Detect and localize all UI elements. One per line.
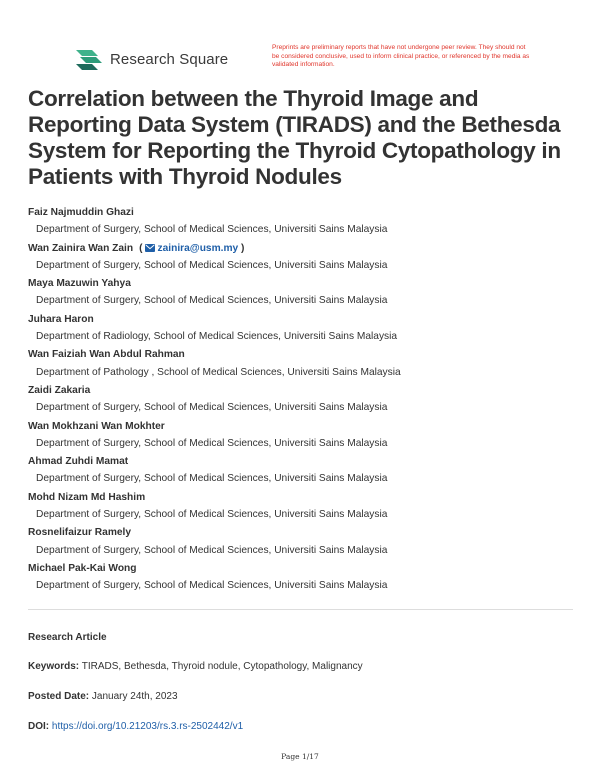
author-entry <box>28 207 588 236</box>
author-name: Wan Mokhzani Wan Mokhter <box>28 420 165 432</box>
posted-date-label: Posted Date: <box>28 691 90 702</box>
author-name: Wan Zainira Wan Zain <box>28 242 134 254</box>
author-name: Ahmad Zuhdi Mamat <box>28 456 129 468</box>
author-entry <box>28 385 588 414</box>
preprint-notice: Preprints are preliminary reports that have not undergone peer review. They should not be considered conclusive, used to inform clinical practice, or referenced by the media as validated information. <box>272 44 530 69</box>
research-square-logo[interactable] <box>74 48 228 70</box>
author-name: Juhara Haron <box>28 313 94 325</box>
author-affiliation: Department of Surgery, School of Medical Sciences, Universiti Sains Malaysia <box>36 580 388 592</box>
article-type: Research Article <box>28 632 107 643</box>
author-affiliation: Department of Surgery, School of Medical Sciences, Universiti Sains Malaysia <box>36 402 388 414</box>
author-name: Zaidi Zakaria <box>28 384 91 396</box>
doi-link[interactable]: https://doi.org/10.21203/rs.3.rs-2502442/v1 <box>51 721 244 732</box>
email-link[interactable]: zainira@usm.my <box>157 242 239 254</box>
author-name: Wan Faiziah Wan Abdul Rahman <box>28 349 185 361</box>
page-number: Page 1/17 <box>281 752 319 761</box>
author-affiliation: Department of Surgery, School of Medical Sciences, Universiti Sains Malaysia <box>36 224 388 236</box>
author-name-row <box>28 243 588 254</box>
mail-icon <box>145 244 155 252</box>
author-list <box>28 207 588 599</box>
doi-row <box>28 721 243 732</box>
keywords-row <box>28 661 363 672</box>
author-affiliation: Department of Surgery, School of Medical Sciences, Universiti Sains Malaysia <box>36 509 388 521</box>
author-entry <box>28 314 588 343</box>
author-entry <box>28 456 588 485</box>
paper-title: Correlation between the Thyroid Image and Reporting Data System (TIRADS) and the Bethesda System for Reporting the Thyroid Cytopathology in Patients with Thyroid Nodules <box>28 86 561 189</box>
posted-date-value: January 24th, 2023 <box>91 691 178 702</box>
author-entry <box>28 563 588 592</box>
author-affiliation: Department of Surgery, School of Medical Sciences, Universiti Sains Malaysia <box>36 473 388 485</box>
author-affiliation: Department of Surgery, School of Medical Sciences, Universiti Sains Malaysia <box>36 259 388 271</box>
posted-date-row <box>28 691 178 702</box>
author-entry <box>28 349 588 378</box>
author-name: Michael Pak-Kai Wong <box>28 562 137 574</box>
author-name: Rosnelifaizur Ramely <box>28 527 132 539</box>
author-affiliation: Department of Surgery, School of Medical Sciences, Universiti Sains Malaysia <box>36 544 388 556</box>
author-name: Mohd Nizam Md Hashim <box>28 491 146 503</box>
keywords-label: Keywords: <box>28 661 80 672</box>
keywords-value: TIRADS, Bethesda, Thyroid nodule, Cytopathology, Malignancy <box>81 661 363 672</box>
research-square-logo-icon <box>74 48 104 70</box>
author-entry <box>28 278 588 307</box>
author-name: Faiz Najmuddin Ghazi <box>28 207 134 218</box>
author-entry <box>28 421 588 450</box>
section-divider <box>28 609 573 610</box>
author-entry <box>28 492 588 521</box>
author-name: Maya Mazuwin Yahya <box>28 278 131 290</box>
author-affiliation: Department of Surgery, School of Medical Sciences, Universiti Sains Malaysia <box>36 295 388 307</box>
author-entry <box>28 527 588 556</box>
author-entry <box>28 243 588 272</box>
corresponding-email[interactable]: ( zainira@usm.my ) <box>139 242 245 254</box>
author-affiliation: Department of Radiology, School of Medical Sciences, Universiti Sains Malaysia <box>36 331 398 343</box>
author-affiliation: Department of Surgery, School of Medical Sciences, Universiti Sains Malaysia <box>36 437 388 449</box>
author-affiliation: Department of Pathology , School of Medical Sciences, Universiti Sains Malaysia <box>36 366 401 378</box>
logo-text: Research Square <box>110 50 229 68</box>
doi-label: DOI: <box>28 721 50 732</box>
